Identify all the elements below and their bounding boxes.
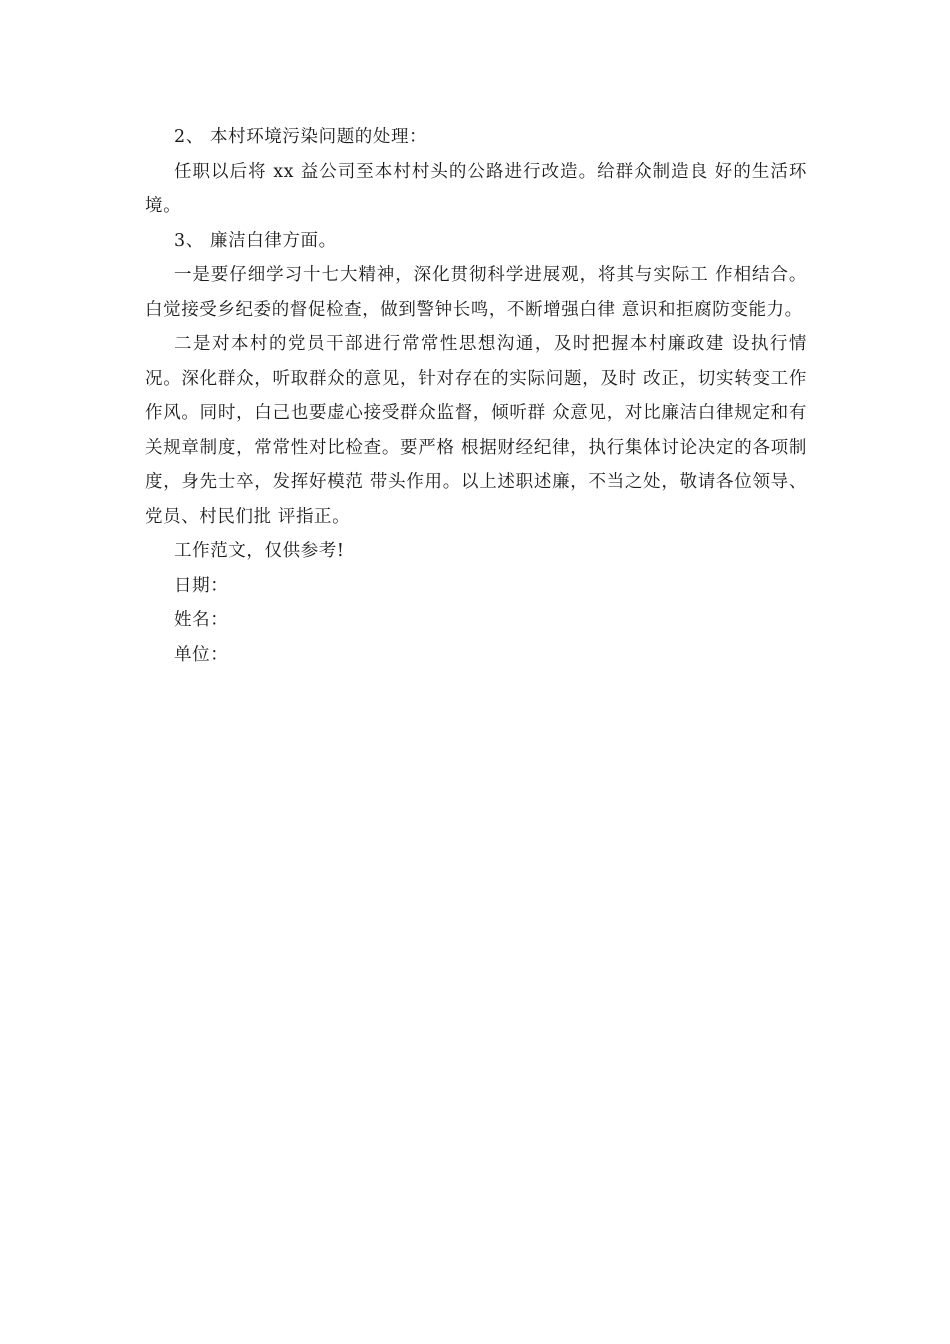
paragraph-study-spirit: 一是要仔细学习十七大精神，深化贯彻科学进展观，将其与实际工 作相结合。白觉接受乡纪委的督促检查，做到警钟长鸣，不断增强白律 意识和拒腐防变能力。 — [145, 265, 807, 320]
section-heading-integrity: 3、 廉洁白律方面。 — [174, 230, 337, 251]
paragraph-disclaimer: 工作范文，仅供参考! — [174, 541, 345, 561]
document-body — [145, 120, 807, 672]
paragraph-road-renovation: 任职以后将 xx 益公司至本村村头的公路进行改造。给群众制造良 好的生活环境。 — [145, 161, 807, 216]
unit-field-label: 单位： — [174, 644, 229, 665]
date-field-label: 日期： — [174, 575, 229, 596]
name-field-label: 姓名： — [174, 610, 229, 630]
section-heading-environment: 2、 本村环境污染问题的处理： — [174, 127, 428, 147]
paragraph-cadre-communication: 二是对本村的党员干部进行常常性思想沟通，及时把握本村廉政建 设执行情况。深化群众，听取群众的意见，针对存在的实际问题，及时 改正，切实转变工作作风。同时，白己也要虚心接受群众监督，倾听群 众意见，对比廉洁白律规定和有关规章制度，常常性对比检查。要严格 根据财经纪律，执行集体讨论决定的各项制度，身先士卒，发挥好模范 带头作用。以上述职述廉，不当之处，敬请各位领导、党员、村民们批 评指正。 — [145, 334, 807, 527]
